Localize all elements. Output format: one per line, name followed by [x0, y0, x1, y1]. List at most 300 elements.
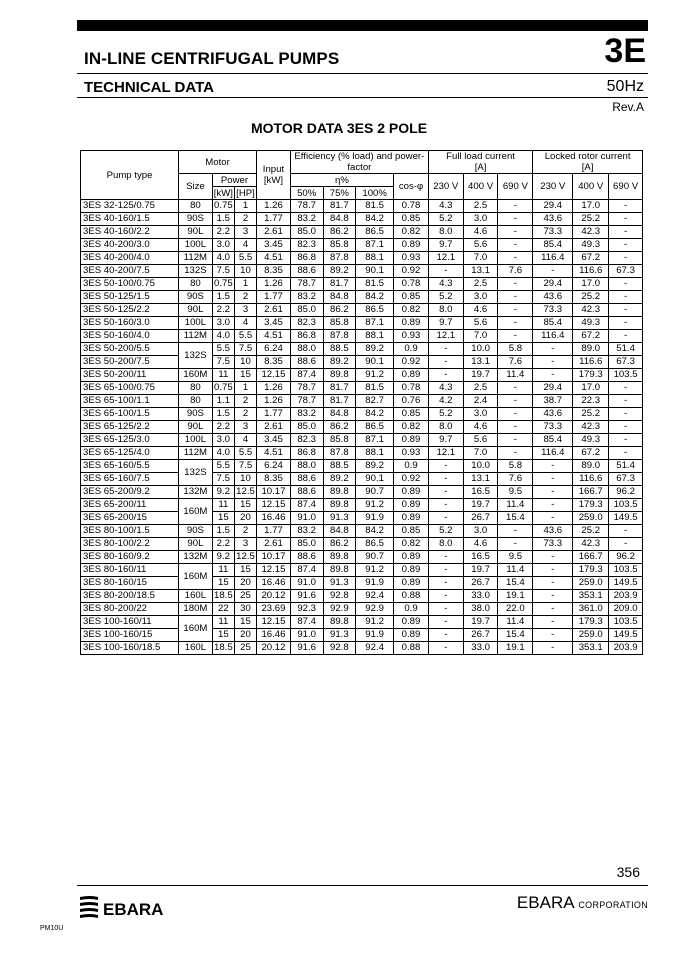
data-cell: 73.3 — [533, 304, 573, 317]
data-cell: 6.24 — [257, 343, 291, 356]
pump-type-cell: 3ES 50-200/11 — [81, 369, 179, 382]
table-row — [81, 304, 643, 317]
pump-type-cell: 3ES 40-200/3.0 — [81, 239, 179, 252]
data-cell: 91.9 — [356, 512, 394, 525]
data-cell: 81.5 — [356, 200, 394, 213]
data-cell: 12.5 — [236, 486, 255, 497]
data-cell: - — [498, 538, 533, 551]
col-lr-690: 690 V — [609, 174, 643, 200]
data-cell: 2.4 — [463, 395, 498, 408]
data-cell: 12.1 — [428, 252, 463, 265]
data-cell: 1 — [234, 200, 256, 213]
header-bar — [77, 20, 648, 31]
data-cell: 160M — [179, 369, 213, 382]
data-cell: 0.88 — [394, 642, 429, 655]
frequency-label: 50Hz — [606, 78, 644, 95]
data-cell: 91.3 — [323, 512, 356, 525]
data-cell: - — [609, 252, 643, 265]
data-cell: 103.5 — [609, 369, 643, 382]
data-cell: - — [609, 291, 643, 304]
data-cell: 0.9 — [394, 343, 429, 356]
data-cell: 4.0 — [212, 252, 234, 265]
data-cell: 10.17 — [257, 486, 291, 499]
table-row — [81, 252, 643, 265]
data-cell: 103.5 — [609, 564, 643, 577]
data-cell: 19.7 — [463, 369, 498, 382]
data-cell: 1.77 — [257, 213, 291, 226]
data-cell: 11.4 — [498, 499, 533, 512]
pump-type-cell: 3ES 65-200/11 — [81, 499, 179, 512]
data-cell: 6.24 — [257, 460, 291, 473]
data-cell: - — [498, 213, 533, 226]
data-cell: 81.7 — [323, 200, 356, 213]
data-cell: 149.5 — [609, 512, 643, 525]
data-cell: - — [428, 265, 463, 278]
table-row — [81, 356, 643, 369]
data-cell: 81.7 — [323, 382, 356, 395]
data-cell: - — [498, 317, 533, 330]
data-cell: 11.4 — [498, 616, 533, 629]
data-cell: 1.5 — [212, 291, 234, 304]
data-cell: - — [533, 356, 573, 369]
data-cell: 7.0 — [463, 252, 498, 265]
ebara-logo — [76, 893, 196, 921]
data-cell: 5.2 — [428, 525, 463, 538]
data-cell: 84.8 — [323, 408, 356, 421]
data-cell: 88.6 — [290, 473, 323, 486]
data-cell: 2.61 — [257, 226, 291, 239]
data-cell: - — [428, 577, 463, 590]
pump-type-cell: 3ES 50-200/5.5 — [81, 343, 179, 356]
data-cell: 0.85 — [394, 291, 429, 304]
data-cell: 179.3 — [573, 499, 609, 512]
data-cell: 9.7 — [428, 317, 463, 330]
data-cell: 1.77 — [257, 408, 291, 421]
data-cell: 86.2 — [323, 421, 356, 434]
table-row — [81, 590, 643, 603]
data-cell: 67.2 — [573, 447, 609, 460]
data-cell: - — [498, 525, 533, 538]
data-cell: 5.5 — [234, 252, 256, 265]
data-cell: 2.61 — [257, 421, 291, 434]
data-cell: 2 — [234, 525, 256, 538]
data-cell: - — [428, 629, 463, 642]
data-cell: 2 — [234, 395, 256, 408]
data-cell: 92.8 — [323, 590, 356, 603]
data-cell: 80 — [179, 395, 213, 408]
data-cell: 15 — [234, 369, 256, 382]
data-cell: 179.3 — [573, 564, 609, 577]
pump-type-cell: 3ES 65-100/0.75 — [81, 382, 179, 395]
series-code: 3E — [604, 32, 646, 70]
data-cell: 4.3 — [428, 200, 463, 213]
data-cell: - — [533, 642, 573, 655]
data-cell: 12.15 — [257, 369, 291, 382]
data-cell: 0.89 — [394, 629, 429, 642]
pump-type-cell: 3ES 40-200/7.5 — [81, 265, 179, 278]
data-cell: 86.5 — [356, 538, 394, 551]
pump-type-cell: 3ES 65-125/2.2 — [81, 421, 179, 434]
data-cell: - — [533, 343, 573, 356]
data-cell: 1.26 — [257, 200, 291, 213]
data-cell: - — [609, 317, 643, 330]
col-locked-rotor — [533, 151, 643, 174]
table-row — [81, 486, 643, 499]
pump-type-cell: 3ES 50-125/2.2 — [81, 304, 179, 317]
data-cell: - — [609, 538, 643, 551]
data-cell: 10.0 — [463, 460, 498, 473]
data-cell: - — [609, 200, 643, 213]
data-cell: 0.93 — [394, 252, 429, 265]
data-cell: - — [428, 356, 463, 369]
table-row — [81, 421, 643, 434]
data-cell: 2.5 — [463, 278, 498, 291]
table-row — [81, 382, 643, 395]
data-cell: 112M — [179, 252, 213, 265]
data-cell: 4.6 — [463, 304, 498, 317]
data-cell: 86.2 — [323, 538, 356, 551]
data-cell: 29.4 — [533, 200, 573, 213]
table-row — [81, 603, 643, 616]
col-locked-rotor-unit: [A] — [581, 162, 594, 173]
data-cell: 116.4 — [533, 252, 573, 265]
data-cell: 10.17 — [257, 551, 291, 564]
data-cell: - — [533, 265, 573, 278]
col-lr-230: 230 V — [533, 174, 573, 200]
data-cell: 78.7 — [290, 382, 323, 395]
data-cell: 0.92 — [394, 265, 429, 278]
pump-type-cell: 3ES 80-200/18.5 — [81, 590, 179, 603]
data-cell: - — [428, 486, 463, 499]
table-row — [81, 395, 643, 408]
data-cell: 8.0 — [428, 421, 463, 434]
data-cell: 84.2 — [356, 291, 394, 304]
data-cell: 10 — [234, 265, 256, 278]
data-cell: 8.35 — [257, 473, 291, 486]
pump-type-cell: 3ES 80-100/2.2 — [81, 538, 179, 551]
data-cell: 3.45 — [257, 434, 291, 447]
data-cell: 0.89 — [394, 317, 429, 330]
col-kw: [kW] — [213, 187, 233, 199]
data-cell: 16.46 — [257, 577, 291, 590]
data-cell: - — [498, 434, 533, 447]
col-eff-50: 50% — [290, 187, 323, 200]
data-cell: 86.8 — [290, 330, 323, 343]
data-cell: 88.0 — [290, 343, 323, 356]
col-efficiency: Efficiency (% load) and power-factor — [290, 151, 428, 174]
data-cell: 87.1 — [356, 239, 394, 252]
data-cell: - — [428, 603, 463, 616]
data-cell: 91.0 — [290, 577, 323, 590]
data-cell: 84.2 — [356, 525, 394, 538]
motor-data-table — [80, 150, 643, 655]
data-cell: 16.5 — [463, 486, 498, 499]
data-cell: - — [498, 447, 533, 460]
data-cell: 78.7 — [290, 278, 323, 291]
data-cell: 91.6 — [290, 642, 323, 655]
data-cell: 67.3 — [609, 473, 643, 486]
data-cell: 5.8 — [498, 460, 533, 473]
col-fl-230: 230 V — [428, 174, 463, 200]
data-cell: 25 — [234, 642, 256, 655]
data-cell: 160M — [179, 616, 213, 642]
pump-type-cell: 3ES 65-160/5.5 — [81, 460, 179, 473]
data-cell: 112M — [179, 330, 213, 343]
data-cell: 91.2 — [356, 369, 394, 382]
pump-type-cell: 3ES 40-160/2.2 — [81, 226, 179, 239]
data-cell: - — [428, 343, 463, 356]
data-cell: 20 — [234, 577, 256, 590]
data-cell: 0.89 — [394, 369, 429, 382]
data-cell: 7.0 — [463, 330, 498, 343]
data-cell: 353.1 — [573, 590, 609, 603]
data-cell: 3.0 — [463, 213, 498, 226]
data-cell: 100L — [179, 434, 213, 447]
data-cell: 25.2 — [573, 408, 609, 421]
data-cell: 29.4 — [533, 278, 573, 291]
table-row — [81, 551, 643, 564]
data-cell: 43.6 — [533, 213, 573, 226]
data-cell: 3 — [234, 304, 256, 317]
data-cell: 90S — [179, 291, 213, 304]
data-cell: 81.5 — [356, 382, 394, 395]
col-locked-rotor-label: Locked rotor current — [544, 151, 631, 162]
pump-type-cell: 3ES 65-125/4.0 — [81, 447, 179, 460]
pump-type-cell: 3ES 100-160/15 — [81, 629, 179, 642]
table-row — [81, 226, 643, 239]
data-cell: 43.6 — [533, 525, 573, 538]
data-cell: 2.5 — [463, 200, 498, 213]
data-cell: 51.4 — [609, 343, 643, 356]
data-cell: 90L — [179, 226, 213, 239]
subheader-divider — [77, 97, 648, 98]
data-cell: 89.2 — [356, 343, 394, 356]
data-cell: 42.3 — [573, 226, 609, 239]
data-cell: 87.8 — [323, 252, 356, 265]
data-cell: 160L — [179, 642, 213, 655]
data-cell: 3.0 — [212, 434, 234, 447]
data-cell: 0.89 — [394, 499, 429, 512]
data-cell: 90L — [179, 304, 213, 317]
data-cell: 89.2 — [323, 265, 356, 278]
data-cell: 4.6 — [463, 538, 498, 551]
data-cell: 9.2 — [212, 551, 234, 564]
data-cell: 88.5 — [323, 343, 356, 356]
data-cell: - — [609, 525, 643, 538]
table-row — [81, 538, 643, 551]
data-cell: 91.3 — [323, 629, 356, 642]
data-cell: 0.92 — [394, 473, 429, 486]
table-row — [81, 278, 643, 291]
data-cell: 0.85 — [394, 408, 429, 421]
data-cell: 20 — [234, 629, 256, 642]
data-cell: - — [498, 421, 533, 434]
data-cell: 203.9 — [609, 642, 643, 655]
data-cell: 5.5 — [212, 343, 234, 356]
data-cell: 82.7 — [356, 395, 394, 408]
data-cell: 85.8 — [323, 239, 356, 252]
data-cell: 91.6 — [290, 590, 323, 603]
data-cell: 88.1 — [356, 330, 394, 343]
data-cell: 3.0 — [463, 408, 498, 421]
data-cell: 67.3 — [609, 356, 643, 369]
data-cell: 4.2 — [428, 395, 463, 408]
data-cell: 16.46 — [257, 629, 291, 642]
data-cell: 73.3 — [533, 421, 573, 434]
data-cell: 80 — [179, 278, 213, 291]
data-cell: 89.8 — [323, 551, 356, 564]
data-cell: 90S — [179, 525, 213, 538]
data-cell: 49.3 — [573, 239, 609, 252]
data-cell: 4.51 — [257, 252, 291, 265]
data-cell: 179.3 — [573, 369, 609, 382]
data-cell: 4.51 — [257, 447, 291, 460]
data-cell: 0.75 — [214, 278, 233, 289]
data-cell: 7.5 — [234, 343, 256, 356]
data-cell: 1.26 — [257, 382, 291, 395]
data-cell: 90.1 — [356, 265, 394, 278]
data-cell: 10.0 — [463, 343, 498, 356]
col-full-load — [428, 151, 532, 174]
data-cell: 132S — [179, 265, 213, 278]
data-cell: 89.2 — [323, 356, 356, 369]
data-cell: 4 — [234, 239, 256, 252]
data-cell: 5.2 — [428, 408, 463, 421]
data-cell: 33.0 — [463, 590, 498, 603]
section-title: TECHNICAL DATA — [84, 79, 214, 96]
data-cell: 92.8 — [323, 642, 356, 655]
data-cell: 85.0 — [290, 304, 323, 317]
company-name — [517, 893, 648, 913]
data-cell: 15.4 — [498, 629, 533, 642]
table-row — [81, 369, 643, 382]
data-cell: 13.1 — [463, 265, 498, 278]
data-cell: 91.0 — [290, 512, 323, 525]
data-cell: 0.89 — [394, 239, 429, 252]
data-cell: 2.61 — [257, 538, 291, 551]
pump-type-cell: 3ES 80-160/11 — [81, 564, 179, 577]
data-cell: 9.2 — [212, 486, 234, 499]
data-cell: 5.8 — [498, 343, 533, 356]
data-cell: 0.82 — [394, 226, 429, 239]
data-cell: 86.2 — [323, 226, 356, 239]
data-cell: 85.4 — [533, 239, 573, 252]
data-cell: 116.6 — [573, 356, 609, 369]
col-input — [257, 151, 291, 200]
pump-type-cell: 3ES 65-200/9.2 — [81, 486, 179, 499]
data-cell: - — [533, 616, 573, 629]
document-title: IN-LINE CENTRIFUGAL PUMPS — [84, 49, 340, 68]
data-cell: 0.89 — [394, 577, 429, 590]
data-cell: 4.51 — [257, 330, 291, 343]
data-cell: 73.3 — [533, 226, 573, 239]
data-cell: 88.1 — [356, 447, 394, 460]
data-cell: - — [428, 512, 463, 525]
data-cell: 203.9 — [609, 590, 643, 603]
data-cell: 92.4 — [356, 642, 394, 655]
data-cell: 96.2 — [609, 486, 643, 499]
data-cell: - — [609, 239, 643, 252]
data-cell: 1 — [234, 278, 256, 291]
col-size: Size — [179, 174, 213, 200]
data-cell: 259.0 — [573, 512, 609, 525]
data-cell: 85.8 — [323, 434, 356, 447]
table-row — [81, 577, 643, 590]
data-cell: - — [533, 551, 573, 564]
data-cell: 12.1 — [428, 330, 463, 343]
data-cell: - — [533, 629, 573, 642]
data-cell: 3.0 — [212, 239, 234, 252]
data-cell: 7.6 — [498, 265, 533, 278]
table-row — [81, 434, 643, 447]
data-cell: 86.2 — [323, 304, 356, 317]
data-cell: - — [609, 213, 643, 226]
data-cell: - — [428, 499, 463, 512]
data-cell: 160M — [179, 564, 213, 590]
data-cell: 12.15 — [257, 616, 291, 629]
data-cell: - — [428, 369, 463, 382]
data-cell: 8.0 — [428, 304, 463, 317]
data-cell: - — [609, 408, 643, 421]
pump-type-cell: 3ES 40-200/4.0 — [81, 252, 179, 265]
data-cell: 3.0 — [463, 525, 498, 538]
data-cell: 19.1 — [498, 642, 533, 655]
data-cell: 1 — [234, 382, 256, 395]
table-row — [81, 330, 643, 343]
data-cell: 8.0 — [428, 226, 463, 239]
data-cell: 86.5 — [356, 226, 394, 239]
table-row — [81, 343, 643, 356]
data-cell: 29.4 — [533, 382, 573, 395]
data-cell: - — [533, 473, 573, 486]
data-cell: 87.4 — [290, 369, 323, 382]
data-cell: - — [498, 200, 533, 213]
data-cell: 4 — [234, 317, 256, 330]
data-cell: - — [498, 382, 533, 395]
data-cell: 85.0 — [290, 421, 323, 434]
data-cell: 1.5 — [212, 408, 234, 421]
data-cell: 38.7 — [533, 395, 573, 408]
table-row — [81, 512, 643, 525]
table-row — [81, 317, 643, 330]
data-cell: 88.6 — [290, 265, 323, 278]
data-cell: 2.5 — [463, 382, 498, 395]
data-cell: - — [498, 239, 533, 252]
data-cell: 90L — [179, 538, 213, 551]
logo-wordmark: EBARA — [103, 900, 164, 919]
data-cell: 9.7 — [428, 434, 463, 447]
pump-type-cell: 3ES 65-100/1.5 — [81, 408, 179, 421]
data-cell: - — [533, 369, 573, 382]
data-cell: 209.0 — [609, 603, 643, 616]
data-cell: 91.3 — [323, 577, 356, 590]
data-cell: 15 — [234, 499, 256, 512]
data-cell: 51.4 — [609, 460, 643, 473]
data-cell: 0.89 — [394, 512, 429, 525]
pump-type-cell: 3ES 32-125/0.75 — [81, 200, 179, 213]
data-cell: 4.0 — [212, 447, 234, 460]
revision-label: Rev.A — [612, 100, 644, 114]
data-cell: 361.0 — [573, 603, 609, 616]
data-cell: - — [609, 382, 643, 395]
data-cell: - — [428, 551, 463, 564]
data-cell: 89.8 — [323, 616, 356, 629]
data-cell: 7.0 — [463, 447, 498, 460]
data-cell: 90.1 — [356, 473, 394, 486]
data-cell: 3.0 — [212, 317, 234, 330]
data-cell: 0.78 — [394, 382, 429, 395]
data-cell: 7.5 — [212, 356, 234, 369]
